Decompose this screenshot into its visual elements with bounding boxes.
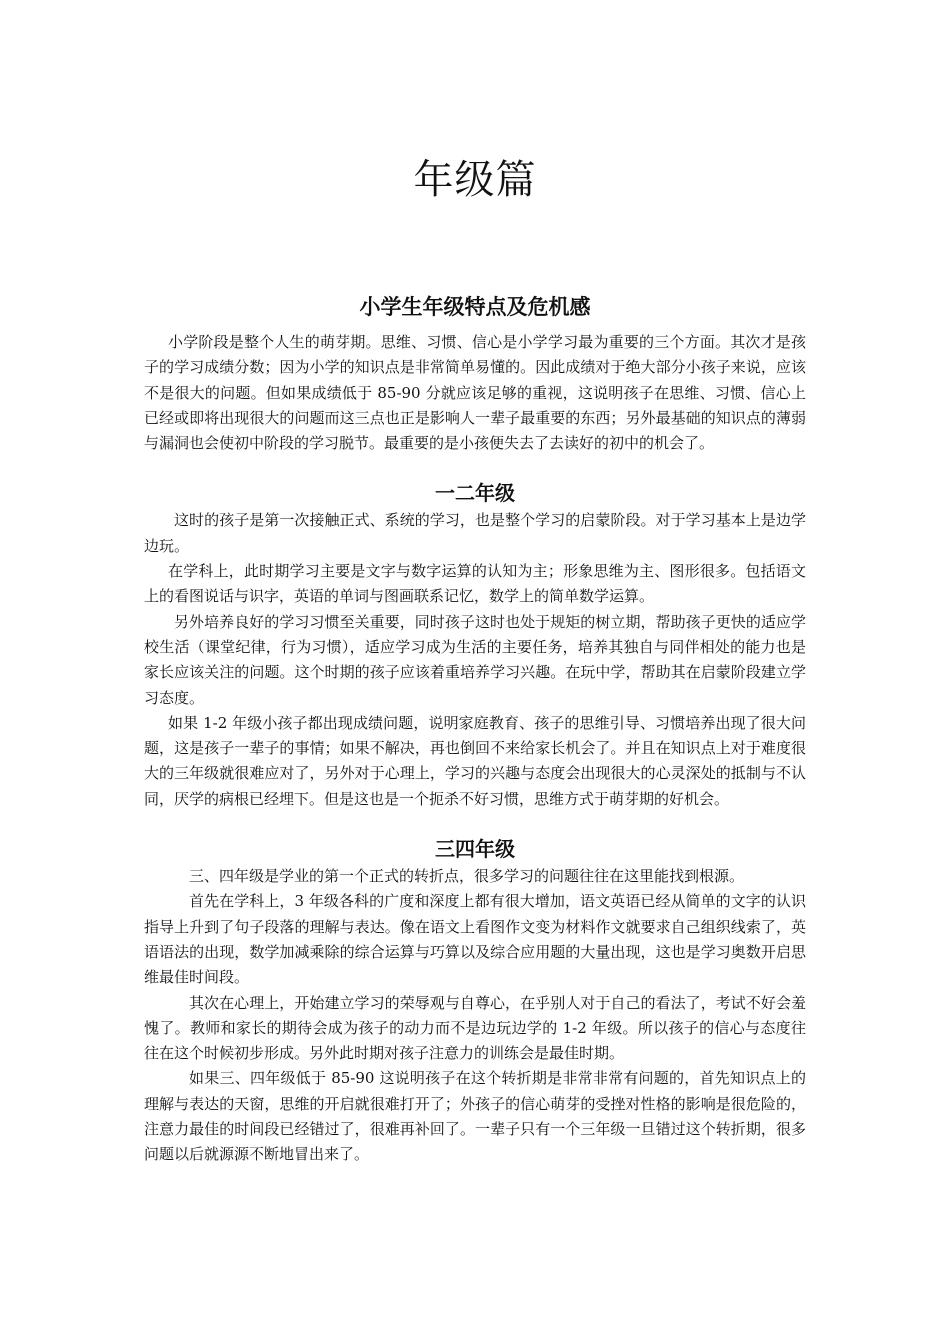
grade-3-4-heading: 三四年级 bbox=[435, 837, 515, 862]
grade-1-2-heading: 一二年级 bbox=[435, 481, 515, 506]
grade-3-4-paragraph: 如果三、四年级低于 85-90 这说明孩子在这个转折期是非常非常有问题的，首先知识点上的理解与表达的天窗，思维的开启就很难打开了；外孩子的信心萌芽的受挫对性格的影响是很危险的，注意力最佳的时间段已经错过了，很难再补回了。一辈子只有一个三年级一旦错过这个转折期，很多问题以后就源源不断地冒出来了。 bbox=[144, 1069, 806, 1164]
page-title: 年级篇 bbox=[413, 157, 537, 203]
grade-1-2-section bbox=[144, 478, 806, 812]
grade-1-2-paragraph: 这时的孩子是第一次接触正式、系统的学习，也是整个学习的启蒙阶段。对于学习基本上是边学边玩。 bbox=[144, 511, 806, 555]
document-body bbox=[144, 292, 806, 1168]
grade-3-4-paragraph: 其次在心理上，开始建立学习的荣辱观与自尊心，在乎别人对于自己的看法了，考试不好会羞愧了。教师和家长的期待会成为孩子的动力而不是边玩边学的 1-2 年级。所以孩子的信心与态度往往在这个时候初步形成。另外此时期对孩子注意力的训练会是最佳时期。 bbox=[144, 993, 806, 1063]
grade-3-4-paragraph: 首先在学科上，3 年级各科的广度和深度上都有很大增加，语文英语已经从简单的文字的认识指导上升到了句子段落的理解与表达。像在语文上看图作文变为材料作文就要求自己组织线索了，英语语法的出现，数学加减乘除的综合运算与巧算以及综合应用题的大量出现，这也是学习奥数开启思维最佳时间段。 bbox=[144, 892, 806, 987]
grade-1-2-paragraph: 另外培养良好的学习习惯至关重要，同时孩子这时也处于规矩的树立期，帮助孩子更快的适应学校生活（课堂纪律，行为习惯），适应学习成为生活的主要任务，培养其独自与同伴相处的能力也是家长应该关注的问题。这个时期的孩子应该着重培养学习兴趣。在玩中学，帮助其在启蒙阶段建立学习态度。 bbox=[144, 612, 806, 707]
intro-heading: 小学生年级特点及危机感 bbox=[359, 294, 591, 319]
grade-3-4-paragraph: 三、四年级是学业的第一个正式的转折点，很多学习的问题往往在这里能找到根源。 bbox=[189, 867, 745, 886]
grade-3-4-section bbox=[144, 834, 806, 1168]
intro-paragraph: 小学阶段是整个人生的萌芽期。思维、习惯、信心是小学学习最为重要的三个方面。其次才是孩子的学习成绩分数；因为小学的知识点是非常简单易懂的。因此成绩对于绝大部分小孩子来说，应该不是很大的问题。但如果成绩低于 85-90 分就应该足够的重视，这说明孩子在思维、习惯、信心上已经或即将出现很大的问题而这三点也正是影响人一辈子最重要的东西；另外最基础的知识点的薄弱与漏洞也会使初中阶段的学习脱节。最重要的是小孩便失去了去读好的初中的机会了。 bbox=[144, 333, 806, 453]
grade-1-2-paragraph: 在学科上，此时期学习主要是文字与数字运算的认知为主；形象思维为主、图形很多。包括语文上的看图说话与识字，英语的单词与图画联系记忆，数学上的简单数学运算。 bbox=[144, 562, 806, 606]
grade-1-2-paragraph: 如果 1-2 年级小孩子都出现成绩问题，说明家庭教育、孩子的思维引导、习惯培养出现了很大问题，这是孩子一辈子的事情；如果不解决，再也倒回不来给家长机会了。并且在知识点上对于难度很大的三年级就很难应对了，另外对于心理上，学习的兴趣与态度会出现很大的心灵深处的抵制与不认同，厌学的病根已经埋下。但是这也是一个扼杀不好习惯，思维方式于萌芽期的好机会。 bbox=[144, 713, 806, 808]
intro-section bbox=[144, 292, 806, 456]
